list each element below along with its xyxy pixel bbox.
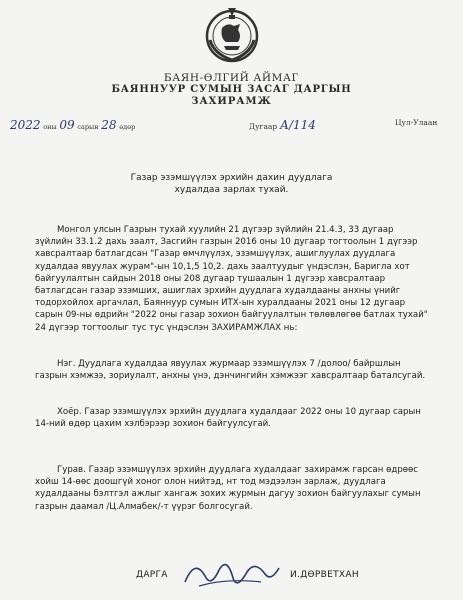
date-month: 09 <box>59 118 75 132</box>
city-name: Цул-Улаан <box>395 118 438 127</box>
paragraph-line: худалдаа явуулах журам"-ын 10,1,5 10,2. дахь заалтуудыг үндэслэн, Баригла хот <box>35 261 410 272</box>
paragraph-preamble <box>35 224 439 334</box>
paragraph-line: байгуулалтын сайдын 2018 оны 208 дугаар тушаалын 1 дүгээр хавсралтаар <box>35 273 386 284</box>
paragraph-line: хойш 14-өөс доошгүй хоног олон нийтэд, нт тод мэдээлэн зарлаж, дуудлага <box>35 477 386 488</box>
date-year: 2022 <box>10 118 41 132</box>
paragraph-line: 14-ний өдөр цахим хэлбэрээр зохион байгуулсугай. <box>35 419 271 430</box>
paragraph-line: Хоёр. Газар эзэмшүүлэх эрхийн дуудлага худалдааг 2022 оны 10 дугаар сарын <box>57 407 421 417</box>
paragraph-line: зүйлийн 33.1.2 дахь заалт, Засгийн газрын 2016 оны 10 дугаар тогтоолын 1 дүгээр <box>35 237 418 248</box>
state-emblem-icon <box>204 6 260 64</box>
paragraph-line: Нэг. Дуудлага худалдаа явуулах журмаар эзэмшүүлэх 7 /долоо/ байршлын <box>57 359 401 369</box>
issuer-name: БАЯННУУР СУМЫН ЗАСАГ ДАРГЫН <box>111 84 352 95</box>
document-type: ЗАХИРАМЖ <box>191 96 272 107</box>
subject-line-2: худалдаа зарлах тухай. <box>174 185 289 195</box>
date-year-suffix: оны <box>43 123 57 131</box>
signatory-title: ДАРГА <box>136 570 168 580</box>
paragraph-item-two <box>35 406 439 430</box>
paragraph-line: тодорхойлох аргачлал, Баяннуур сумын ИТХ-ын хуралдааны 2021 оны 12 дугаар <box>35 298 406 309</box>
date-line <box>10 118 135 132</box>
paragraph-line: хавсралтаар батлагдсан "Газар өмчлүүлэх, эзэмшүүлэх, ашиглуулах дуудлага <box>35 249 396 260</box>
paragraph-line: газрын хэмжээ, зориулалт, анхны үнэ, дэнчингийн хэмжээг хавсралтаар баталсугай. <box>35 371 426 382</box>
handwritten-signature <box>175 552 285 596</box>
number-value: А/114 <box>279 118 316 132</box>
paragraph-line: Монгол улсын Газрын тухай хуулийн 21 дүгээр зүйлийн 21.4.3, 33 дугаар <box>57 225 394 235</box>
number-label: Дугаар <box>249 122 278 131</box>
subject-line-1: Газар эзэмшүүлэх эрхийн дахин дуудлага <box>130 173 333 183</box>
paragraph-line: сарын 09-ны өдрийн "2022 оны газар зохион байгуулалтын төлөвлөгөө батлах тухай" <box>35 310 428 321</box>
paragraph-line: газрын даамал /Ц.Алмабек/-т үүрэг болгосугай. <box>35 501 253 512</box>
date-day: 28 <box>101 118 117 132</box>
paragraph-item-three <box>35 464 439 513</box>
paragraph-line: 24 дүгээр тогтоолыг тус тус үндэслэн ЗАХИРАМЖЛАХ нь: <box>35 322 298 333</box>
paragraph-line: Гурав. Газар эзэмшүүлэх эрхийн дуудлага худалдааг захирамж гарсан өдрөөс <box>57 465 419 475</box>
date-day-suffix: өдөр <box>119 123 136 131</box>
paragraph-item-one <box>35 358 439 382</box>
aimag-name: БАЯН-ӨЛГИЙ АЙМАГ <box>163 72 300 84</box>
paragraph-line: худалдааны бэлтгэл ажлыг хангаж зохих журмын дагуу зохион байгуулахыг сумын <box>35 489 421 500</box>
document-number <box>249 118 316 132</box>
paragraph-line: батлагдсан газар эзэмших, ашиглах эрхийн дуудлага худалдааны анхны үнийг <box>35 286 401 297</box>
date-month-suffix: сарын <box>77 123 99 131</box>
signatory-name: И.ДӨРВЕТХАН <box>290 570 359 580</box>
